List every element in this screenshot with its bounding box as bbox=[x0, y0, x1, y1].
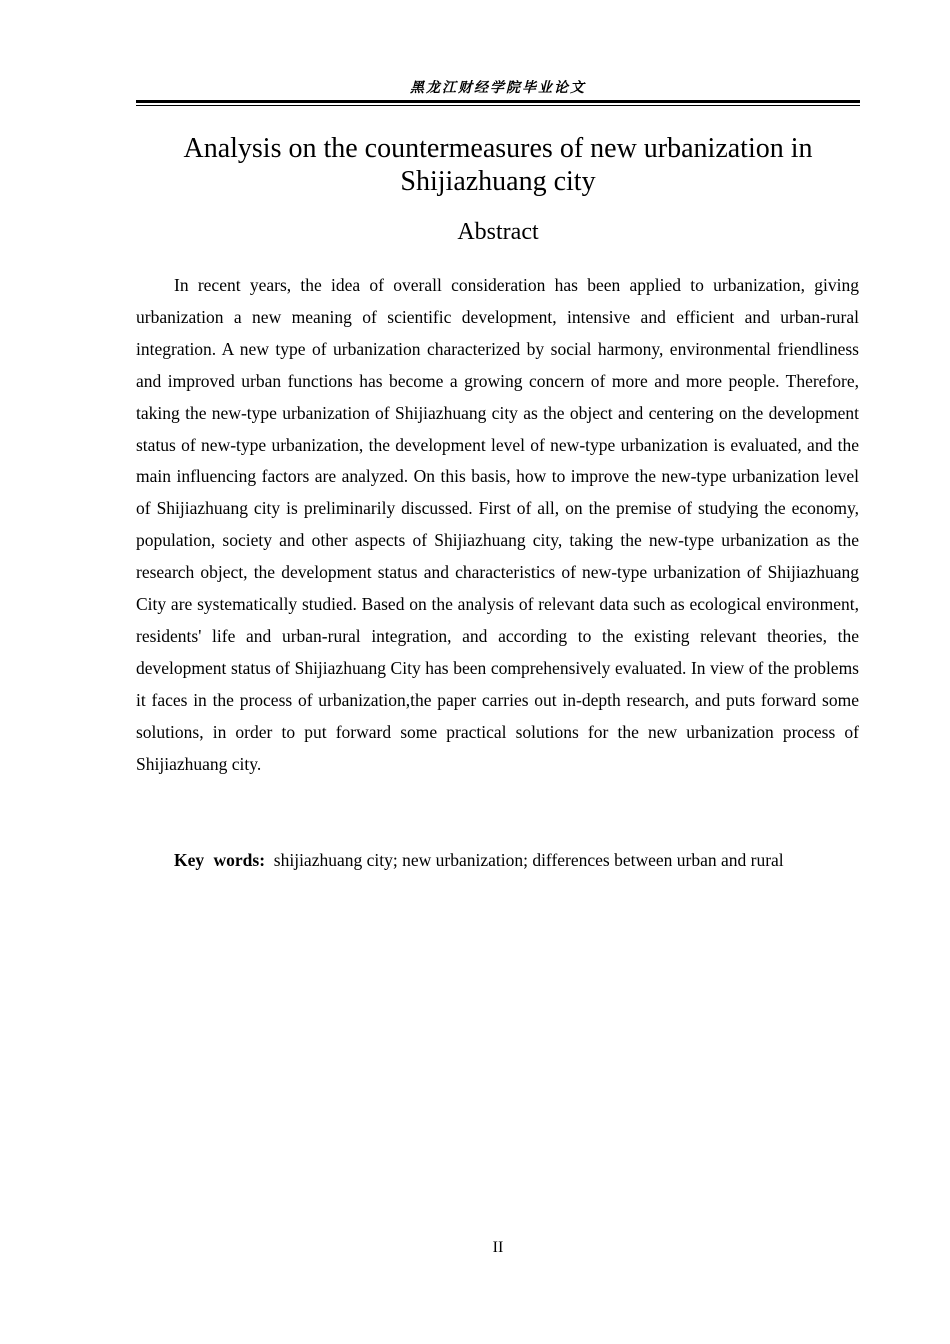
paper-title-line2: Shijiazhuang city bbox=[400, 166, 596, 197]
abstract-heading: Abstract bbox=[457, 219, 539, 245]
paper-title bbox=[136, 132, 860, 198]
page-number: II bbox=[492, 1239, 504, 1256]
keywords-label: Key words: bbox=[174, 850, 266, 870]
keywords bbox=[136, 845, 860, 875]
header-rule-thin bbox=[136, 105, 860, 106]
abstract-body: In recent years, the idea of overall consideration has been applied to urbanization, giving urbanization a new meaning of scientific development, intensive and efficient and urban-rural integration. A new type of urbanization characterized by social harmony, environmental friendliness and improved urban functions has become a growing concern of more and more people. Therefore, taking the new-type urbanization of Shijiazhuang city as the object and centering on the development status of new-type urbanization, the development level of new-type urbanization is evaluated, and the main influencing factors are analyzed. On this basis, how to improve the new-type urbanization level of Shijiazhuang city is preliminarily discussed. First of all, on the premise of studying the economy, population, society and other aspects of Shijiazhuang city, taking the new-type urbanization as the research object, the development status and characteristics of new-type urbanization of Shijiazhuang City are systematically studied. Based on the analysis of relevant data such as ecological environment, residents' life and urban-rural integration, and according to the existing relevant theories, the development status of Shijiazhuang City has been comprehensively evaluated. In view of the problems it faces in the process of urbanization,the paper carries out in-depth research, and puts forward some solutions, in order to put forward some practical solutions for the new urbanization process of Shijiazhuang city. bbox=[136, 275, 859, 774]
keywords-value: shijiazhuang city; new urbanization; differences between urban and rural bbox=[273, 850, 784, 870]
paper-title-line1: Analysis on the countermeasures of new urbanization in bbox=[183, 133, 813, 164]
header-rule-thick bbox=[136, 100, 860, 103]
running-header: 黑龙江财经学院毕业论文 bbox=[410, 80, 586, 96]
